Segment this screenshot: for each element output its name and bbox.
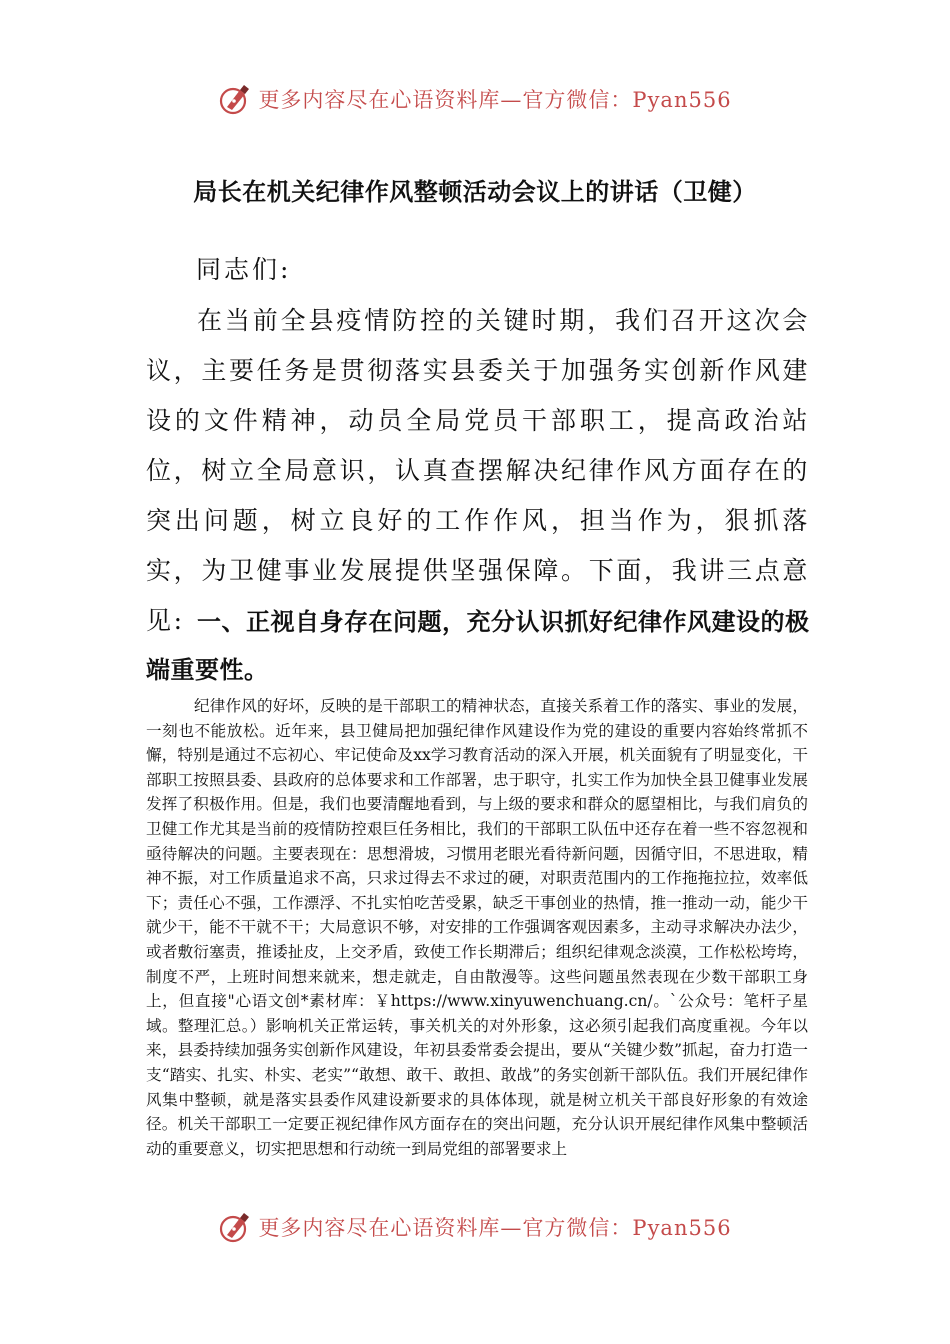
pen-nib-logo-icon xyxy=(218,82,252,116)
pen-nib-logo-icon xyxy=(218,1210,252,1244)
banner-text: 更多内容尽在心语资料库—官方微信：Pyan556 xyxy=(258,1216,732,1240)
section-one-paragraph: 纪律作风的好坏，反映的是干部职工的精神状态，直接关系着工作的落实、事业的发展，一刻也不能放松。近年来，县卫健局把加强纪律作风建设作为党的建设的重要内容始终常抓不懈，特别是通过不忘初心、牢记使命及xx学习教育活动的深入开展，机关面貌有了明显变化，干部职工按照县委、县政府的总体要求和工作部署，忠于职守，扎实工作为加快全县卫健事业发展发挥了积极作用。但是，我们也要清醒地看到，与上级的要求和群众的愿望相比，与我们肩负的卫健工作尤其是当前的疫情防控艰巨任务相比，我们的干部职工队伍中还存在着一些不容忽视和亟待解决的问题。主要表现在：思想滑坡，习惯用老眼光看待新问题，因循守旧，不思进取，精神不振，对工作质量追求不高，只求过得去不求过的硬，对职责范围内的工作拖拖拉拉，效率低下；责任心不强，工作漂浮、不扎实怕吃苦受累，缺乏干事创业的热情，推一推动一动，能少干就少干，能不干就不干；大局意识不够，对安排的工作强调客观因素多，主动寻求解决办法少，或者敷衍塞责，推诿扯皮，上交矛盾，致使工作长期滞后；组织纪律观念淡漠，工作松松垮垮，制度不严，上班时间想来就来，想走就走，自由散漫等。这些问题虽然表现在少数干部职工身上，但直接"心语文创*素材库：￥https://www.xinyuwenchuang.cn/。`公众号：笔杆子星域。整理汇总。）影响机关正常运转，事关机关的对外形象，这必须引起我们高度重视。今年以来，县委持续加强务实创新作风建设，年初县委常委会提出，要从“关键少数”抓起，奋力打造一支“踏实、扎实、朴实、老实”“敢想、敢干、敢担、敢战”的务实创新干部队伍。我们开展纪律作风集中整顿，就是落实县委作风建设新要求的具体体现，就是树立机关干部良好形象的有效途径。机关干部职工一定要正视纪律作风方面存在的突出问题，充分认识开展纪律作风集中整顿活动的重要意义，切实把思想和行动统一到局党组的部署要求上 xyxy=(146,697,808,1158)
intro-paragraph: 在当前全县疫情防控的关键时期，我们召开这次会议，主要任务是贯彻落实县委关于加强务实创新作风建设的文件精神，动员全局党员干部职工，提高政治站位，树立全局意识，认真查摆解决纪律作风方面存在的突出问题，树立良好的工作作风，担当作为，狠抓落实，为卫健事业发展提供坚强保障。下面，我讲三点意见: xyxy=(146,306,810,635)
banner-wechat-text: 官方微信：Pyan556 xyxy=(522,1216,732,1240)
header-watermark-banner xyxy=(0,82,950,116)
banner-wechat-text: 官方微信：Pyan556 xyxy=(522,88,732,112)
footer-watermark-banner xyxy=(0,1210,950,1244)
section-one-heading: 一、正视自身存在问题，充分认识抓好纪律作风建设的极端重要性。 xyxy=(146,608,810,684)
banner-text: 更多内容尽在心语资料库—官方微信：Pyan556 xyxy=(258,88,732,112)
document-title: 局长在机关纪律作风整顿活动会议上的讲话（卫健） xyxy=(193,178,757,206)
salutation: 同志们: xyxy=(196,255,292,284)
